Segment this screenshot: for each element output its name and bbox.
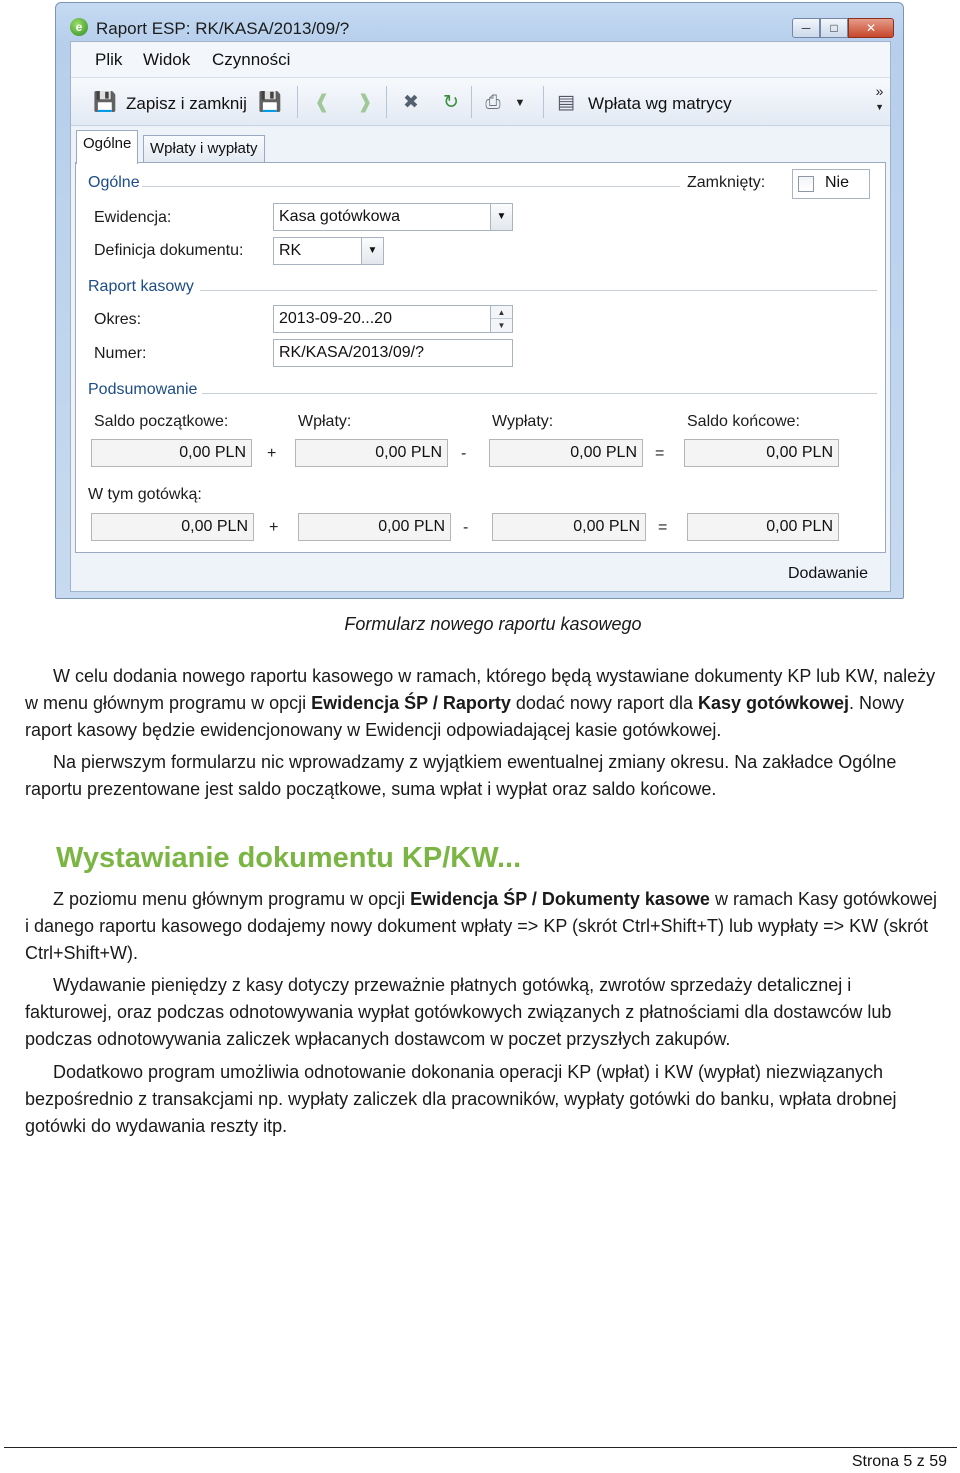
- window-body: [70, 41, 891, 592]
- withdrawals-value: 0,00 PLN: [489, 439, 643, 467]
- section-divider: [202, 393, 877, 394]
- docdef-label: Definicja dokumentu:: [94, 242, 244, 259]
- equals-sign: =: [658, 519, 668, 536]
- minimize-button[interactable]: ─: [792, 18, 820, 38]
- p3-menu-path: Ewidencja ŚP / Dokumenty kasowe: [410, 889, 710, 909]
- save-close-icon[interactable]: 💾: [93, 92, 117, 113]
- plus-sign: +: [267, 445, 277, 462]
- menu-czynnosci-label: Czynności: [212, 50, 291, 69]
- chevron-down-icon[interactable]: ▼: [361, 238, 383, 264]
- tab-general[interactable]: Ogólne: [76, 130, 138, 164]
- register-label: Ewidencja:: [94, 209, 172, 226]
- p1-text-a: W celu dodania nowego raportu kasowego w ramach, którego będą wystawiane dokumenty KP lub KW, należy w menu głównym programu w opcji: [25, 666, 936, 713]
- period-input[interactable]: [273, 305, 513, 333]
- report-section-heading: Raport kasowy: [88, 278, 194, 295]
- paragraph-3: [25, 886, 940, 967]
- report-window: [55, 2, 904, 599]
- footer-divider: [4, 1447, 957, 1448]
- window-title: Raport ESP: RK/KASA/2013/09/?: [96, 19, 350, 38]
- section-divider: [200, 290, 877, 291]
- opening-balance-value: 0,00 PLN: [91, 439, 252, 467]
- toolbar-separator: [543, 86, 544, 118]
- closed-label: Zamknięty:: [687, 174, 766, 191]
- general-section-heading: Ogólne: [88, 174, 140, 191]
- period-label: Okres:: [94, 311, 142, 328]
- menu-widok[interactable]: [143, 50, 190, 70]
- equals-sign: =: [655, 445, 665, 462]
- menu-czynnosci[interactable]: [212, 50, 290, 70]
- more-icon[interactable]: » ▼: [875, 83, 884, 112]
- menu-plik[interactable]: [95, 50, 122, 70]
- dropdown-arrow-icon[interactable]: ▼: [514, 97, 526, 109]
- p1-text-c: dodać nowy raport dla: [510, 693, 698, 713]
- p1-cash-register: Kasy gotówkowej: [697, 693, 850, 713]
- section-heading: Wystawianie dokumentu KP/KW...: [56, 842, 522, 874]
- page-number: Strona 5 z 59: [851, 1453, 947, 1470]
- p1-text-e: . Nowy raport kasowy będzie ewidencjonowany w Ewidencji odpowiadającej kasie gotówkowej.: [25, 693, 905, 740]
- summary-section-heading: Podsumowanie: [88, 381, 198, 398]
- p5-text: Dodatkowo program umożliwia odnotowanie dokonania operacji KP (wpłat) i KW (wypłat) niezwiązanych bezpośrednio z transakcjami np. wypłaty zaliczek dla pracowników, wypłaty gotówki do banku, wpłata drobnej gotówki do wydawania reszty itp.: [25, 1062, 897, 1136]
- number-label: Numer:: [94, 345, 147, 362]
- paragraph-1: [25, 663, 940, 744]
- p1-menu-path: Ewidencja ŚP / Raporty: [311, 693, 511, 713]
- cash-label: W tym gotówką:: [88, 486, 202, 503]
- register-value: Kasa gotówkowa: [279, 208, 400, 225]
- closed-value: Nie: [825, 174, 850, 191]
- section-divider: [142, 186, 680, 187]
- toolbar: [71, 78, 890, 126]
- withdrawals-label: Wypłaty:: [492, 413, 554, 430]
- plus-sign: +: [269, 519, 279, 536]
- chevron-down-icon[interactable]: ▼: [490, 204, 512, 230]
- spin-up-icon[interactable]: ▲: [491, 306, 512, 319]
- payment-matrix-button[interactable]: Wpłata wg matrycy: [588, 94, 732, 113]
- opening-balance-label: Saldo początkowe:: [94, 413, 229, 430]
- save-icon[interactable]: 💾: [258, 92, 282, 113]
- menu-widok-label: Widok: [143, 50, 191, 69]
- register-select[interactable]: [273, 203, 513, 231]
- minus-sign: -: [461, 445, 467, 462]
- toolbar-separator: [386, 86, 387, 118]
- tools-icon[interactable]: ✖: [403, 92, 419, 113]
- closing-balance-value: 0,00 PLN: [684, 439, 839, 467]
- deposits-value: 0,00 PLN: [295, 439, 448, 467]
- app-icon: e: [70, 18, 88, 36]
- back-icon[interactable]: ❰: [314, 92, 330, 113]
- refresh-icon[interactable]: ↻: [443, 92, 459, 113]
- period-value: 2013-09-20...20: [279, 310, 392, 327]
- p2-text: Na pierwszym formularzu nic wprowadzamy z wyjątkiem ewentualnej zmiany okresu. Na zakładce Ogólne raportu prezentowane jest saldo początkowe, suma wpłat i wypłat oraz saldo końcowe.: [25, 752, 897, 799]
- cash-withdrawals-value: 0,00 PLN: [492, 513, 646, 541]
- save-close-button[interactable]: Zapisz i zamknij: [126, 94, 247, 113]
- tab-payments[interactable]: Wpłaty i wypłaty: [143, 135, 265, 163]
- forward-icon[interactable]: ❱: [357, 92, 373, 113]
- p3-text-c: w ramach Kasy gotówkowej i danego raportu kasowego dodajemy nowy dokument wpłaty => KP (skrót Ctrl+Shift+T) lub wypłaty => KW (skrót Ctrl+Shift+W).: [25, 889, 938, 963]
- spin-down-icon[interactable]: ▼: [497, 321, 506, 330]
- closed-checkbox[interactable]: [798, 176, 814, 192]
- deposits-label: Wpłaty:: [298, 413, 352, 430]
- cash-deposits-value: 0,00 PLN: [298, 513, 451, 541]
- toolbar-separator: [297, 86, 298, 118]
- document-icon[interactable]: ▤: [557, 92, 575, 113]
- p3-text-a: Z poziomu menu głównym programu w opcji: [53, 889, 411, 909]
- period-spinner[interactable]: [490, 306, 512, 332]
- title-bar: [56, 3, 903, 41]
- paragraph-4: [25, 972, 940, 1053]
- caption-buttons: [792, 18, 894, 38]
- closed-checkbox-field[interactable]: [792, 169, 870, 199]
- number-input[interactable]: RK/KASA/2013/09/?: [273, 339, 513, 367]
- paragraph-5: [25, 1059, 940, 1140]
- menu-plik-label: Plik: [95, 50, 123, 69]
- closing-balance-label: Saldo końcowe:: [687, 413, 800, 430]
- paragraph-2: [25, 749, 940, 803]
- tabs-row: [71, 127, 890, 163]
- status-text: Dodawanie: [787, 565, 868, 582]
- print-icon[interactable]: ⎙: [485, 92, 501, 113]
- docdef-value: RK: [279, 242, 302, 259]
- close-button[interactable]: ✕: [848, 18, 894, 38]
- p4-text: Wydawanie pieniędzy z kasy dotyczy przeważnie płatnych gotówką, zwrotów sprzedaży detalicznej i fakturowej, oraz podczas odnotowywania wypłat gotówkowych związanych z płatnościami dla dostawców lub podczas odnotowywania zaliczek wpłacanych dostawcom w poczet przyszłych zakupów.: [25, 975, 892, 1049]
- figure-caption: Formularz nowego raportu kasowego: [344, 614, 642, 634]
- maximize-button[interactable]: □: [820, 18, 848, 38]
- cash-opening-value: 0,00 PLN: [91, 513, 254, 541]
- minus-sign: -: [463, 519, 469, 536]
- menu-bar: [71, 42, 890, 78]
- toolbar-separator: [471, 86, 472, 118]
- docdef-select[interactable]: [273, 237, 384, 265]
- general-panel: [75, 162, 886, 553]
- cash-closing-value: 0,00 PLN: [687, 513, 839, 541]
